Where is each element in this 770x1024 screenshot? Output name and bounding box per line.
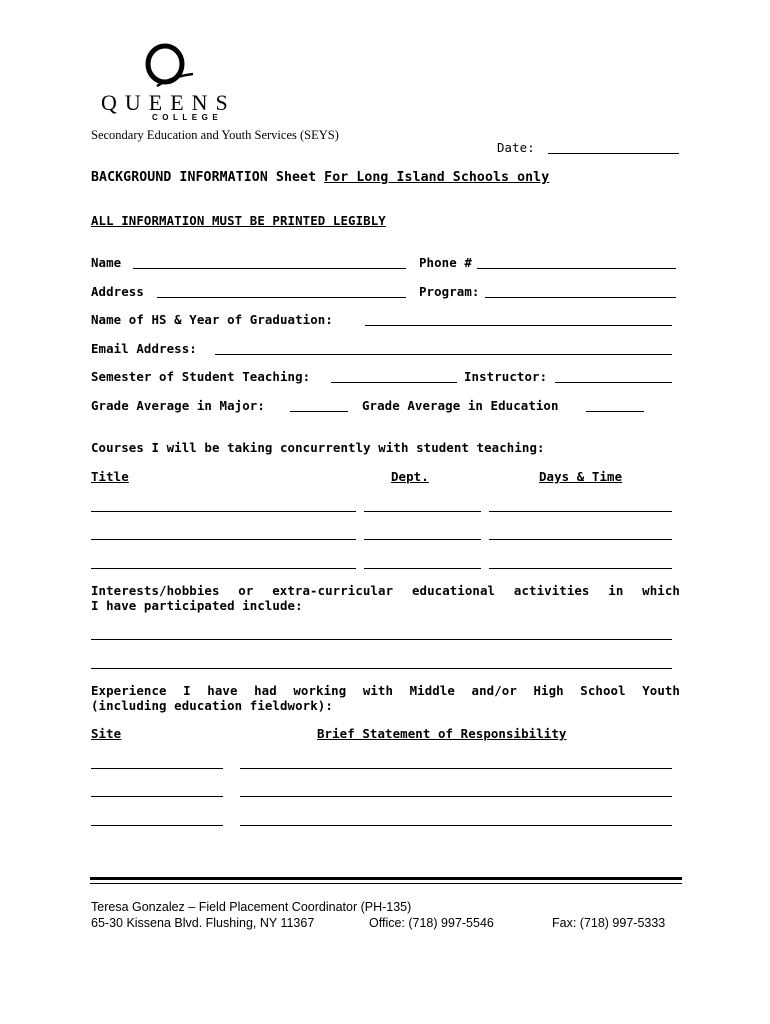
course-2-dept-field[interactable] (364, 539, 481, 540)
semester-field[interactable] (331, 382, 457, 383)
legibility-notice: ALL INFORMATION MUST BE PRINTED LEGIBLY (91, 213, 386, 228)
queens-college-logo-q (143, 40, 193, 96)
interests-field-1[interactable] (91, 639, 672, 640)
gpa-education-label: Grade Average in Education (362, 398, 559, 413)
gpa-education-field[interactable] (586, 411, 644, 412)
logo-subtitle: COLLEGE (152, 113, 223, 122)
semester-label: Semester of Student Teaching: (91, 369, 311, 384)
date-field[interactable] (548, 153, 679, 154)
experience-3-site-field[interactable] (91, 825, 223, 826)
course-1-days-field[interactable] (489, 511, 672, 512)
course-1-dept-field[interactable] (364, 511, 481, 512)
title-main: BACKGROUND INFORMATION Sheet (91, 170, 317, 185)
phone-field[interactable] (477, 268, 676, 269)
experience-col-statement: Brief Statement of Responsibility (317, 726, 567, 741)
footer-rule-thick (90, 877, 682, 880)
footer-office-phone: Office: (718) 997-5546 (369, 916, 494, 930)
experience-2-statement-field[interactable] (240, 796, 672, 797)
high-school-field[interactable] (365, 325, 672, 326)
course-3-title-field[interactable] (91, 568, 356, 569)
experience-3-statement-field[interactable] (240, 825, 672, 826)
name-label: Name (91, 255, 122, 270)
program-label: Program: (419, 284, 480, 299)
experience-col-site: Site (91, 726, 122, 741)
high-school-label: Name of HS & Year of Graduation: (91, 312, 333, 327)
interests-prompt (91, 583, 680, 613)
experience-1-site-field[interactable] (91, 768, 223, 769)
footer-address: 65-30 Kissena Blvd. Flushing, NY 11367 (91, 916, 315, 930)
department-name: Secondary Education and Youth Services (SEYS) (91, 128, 339, 142)
name-field[interactable] (133, 268, 406, 269)
footer-fax: Fax: (718) 997-5333 (552, 916, 666, 930)
program-field[interactable] (485, 297, 676, 298)
course-3-days-field[interactable] (489, 568, 672, 569)
experience-prompt-line2: (including education fieldwork): (91, 698, 333, 713)
instructor-field[interactable] (555, 382, 672, 383)
footer-rule-thin (90, 883, 682, 884)
address-label: Address (91, 284, 144, 299)
interests-prompt-line1: Interests/hobbies or extra-curricular educational activities in which (91, 583, 680, 598)
date-label: Date: (497, 140, 535, 155)
title-qualifier: For Long Island Schools only (324, 170, 550, 185)
interests-prompt-line2: I have participated include: (91, 598, 303, 613)
courses-col-title: Title (91, 469, 129, 484)
experience-prompt-line1: Experience I have had working with Middle and/or High School Youth (91, 683, 680, 698)
logo-wordmark: QUEENS (101, 90, 236, 115)
page-title (91, 170, 549, 185)
courses-prompt: Courses I will be taking concurrently with student teaching: (91, 440, 545, 455)
experience-prompt (91, 683, 680, 713)
gpa-major-label: Grade Average in Major: (91, 398, 265, 413)
footer-contact: Teresa Gonzalez – Field Placement Coordinator (PH-135) (91, 900, 412, 914)
experience-1-statement-field[interactable] (240, 768, 672, 769)
email-label: Email Address: (91, 341, 197, 356)
phone-label: Phone # (419, 255, 472, 270)
interests-field-2[interactable] (91, 668, 672, 669)
course-2-title-field[interactable] (91, 539, 356, 540)
course-2-days-field[interactable] (489, 539, 672, 540)
experience-2-site-field[interactable] (91, 796, 223, 797)
instructor-label: Instructor: (464, 369, 548, 384)
address-field[interactable] (157, 297, 406, 298)
courses-col-dept: Dept. (391, 469, 429, 484)
course-1-title-field[interactable] (91, 511, 356, 512)
email-field[interactable] (215, 354, 672, 355)
courses-col-days: Days & Time (539, 469, 623, 484)
gpa-major-field[interactable] (290, 411, 348, 412)
course-3-dept-field[interactable] (364, 568, 481, 569)
